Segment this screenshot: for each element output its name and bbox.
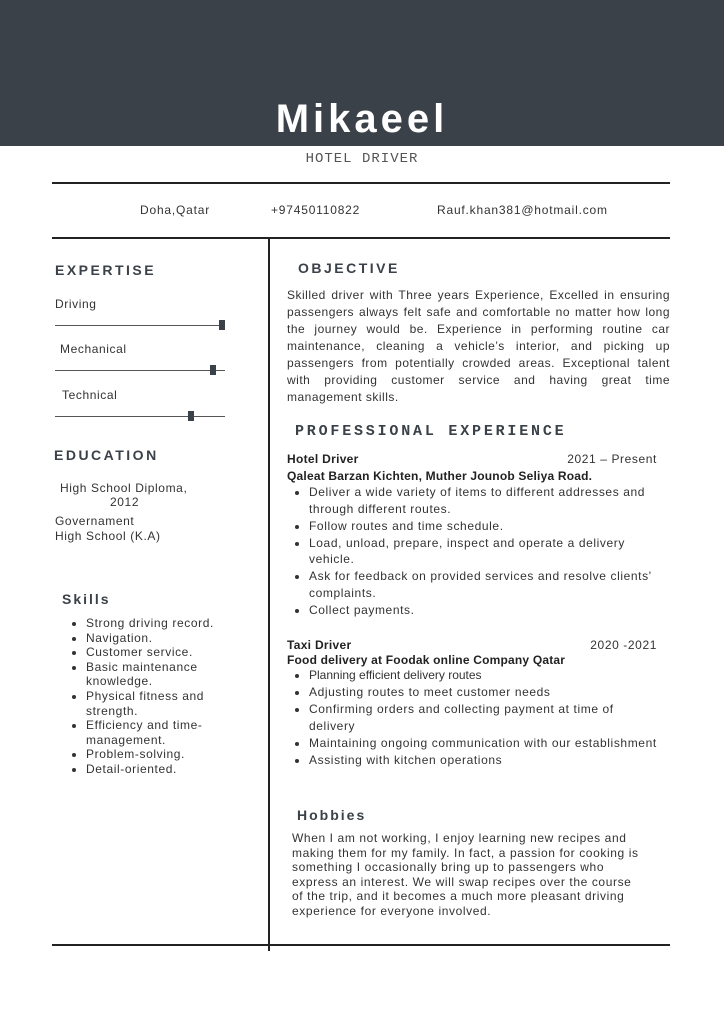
- contact-rule: [52, 237, 670, 239]
- job-duty: • Confirming orders and collecting payment at time of delivery: [309, 701, 662, 734]
- objective-text: Skilled driver with Three years Experience, Excelled in ensuring passengers always felt safe and comfortable no matter how long the journey would be. Experience in performing routine car maintenance, cleaning a vehicle’s interior, and picking up passengers from potentially crowded areas. Exceptional talent with providing customer service and having great time management skills.: [287, 288, 670, 404]
- job-duty: • Adjusting routes to meet customer needs: [309, 684, 662, 701]
- expertise-label-driving: Driving: [55, 297, 97, 311]
- education-school-line1: Governament: [55, 514, 135, 528]
- contact-email: Rauf.khan381@hotmail.com: [437, 203, 608, 217]
- skill-item: • Navigation.: [86, 631, 234, 646]
- job-duty: • Load, unload, prepare, inspect and operate a delivery vehicle.: [309, 535, 662, 568]
- education-year: 2012: [110, 495, 140, 509]
- skill-item: • Customer service.: [86, 645, 234, 660]
- hobbies-heading: Hobbies: [297, 807, 367, 823]
- skills-list: [64, 616, 234, 777]
- job-duty: • Maintaining ongoing communication with our establishment: [309, 735, 662, 752]
- hobbies-text: When I am not working, I enjoy learning new recipes and making them for my family. In fact, a passion for cooking is something I occasionally bring up to passengers who express an interest. We will swap recipes over the course of the trip, and it becomes a much more pleasant driving experience for everyone involved.: [292, 831, 639, 918]
- skills-heading: Skills: [62, 591, 111, 607]
- job-duty: • Assisting with kitchen operations: [309, 752, 662, 769]
- job-duty: • Ask for feedback on provided services and resolve clients' complaints.: [309, 568, 662, 601]
- skill-item: • Detail-oriented.: [86, 762, 234, 777]
- skill-item: • Problem-solving.: [86, 747, 234, 762]
- expertise-knob-mechanical: [210, 365, 216, 375]
- job-duties-2: [287, 667, 662, 769]
- expertise-heading: EXPERTISE: [55, 262, 157, 278]
- experience-heading: PROFESSIONAL EXPERIENCE: [295, 423, 567, 440]
- job-company-2: Food delivery at Foodak online Company Qatar: [287, 653, 566, 667]
- bottom-rule: [52, 944, 670, 946]
- job-duty: • Deliver a wide variety of items to different addresses and through different routes.: [309, 484, 662, 517]
- expertise-track-driving: [55, 325, 225, 326]
- education-degree: High School Diploma,: [60, 481, 188, 495]
- job-company-1: Qaleat Barzan Kichten, Muther Jounob Seliya Road.: [287, 469, 593, 483]
- skill-item: • Basic maintenance knowledge.: [86, 660, 234, 689]
- expertise-track-technical: [55, 416, 225, 417]
- top-rule: [52, 182, 670, 184]
- job-duty: • Collect payments.: [309, 602, 662, 619]
- expertise-knob-technical: [188, 411, 194, 421]
- job-duty: • Planning efficient delivery routes: [309, 667, 662, 684]
- job-title-2: Taxi Driver: [287, 638, 352, 652]
- candidate-name: Mikaeel: [275, 97, 449, 141]
- job-dates-2: 2020 -2021: [590, 638, 657, 652]
- expertise-label-mechanical: Mechanical: [60, 342, 127, 356]
- job-duties-1: [287, 484, 662, 619]
- job-duty: • Follow routes and time schedule.: [309, 518, 662, 535]
- contact-location: Doha,Qatar: [140, 203, 211, 217]
- education-school-line2: High School (K.A): [55, 529, 161, 543]
- education-heading: EDUCATION: [54, 447, 159, 463]
- expertise-track-mechanical: [55, 370, 225, 371]
- job-role: HOTEL DRIVER: [305, 151, 419, 167]
- contact-phone: +97450110822: [271, 203, 361, 217]
- job-dates-1: 2021 – Present: [567, 452, 657, 466]
- skill-item: • Strong driving record.: [86, 616, 234, 631]
- expertise-label-technical: Technical: [62, 388, 118, 402]
- skill-item: • Efficiency and time-management.: [86, 718, 234, 747]
- skill-item: • Physical fitness and strength.: [86, 689, 234, 718]
- column-divider: [268, 239, 270, 951]
- objective-heading: OBJECTIVE: [298, 260, 400, 276]
- job-title-1: Hotel Driver: [287, 452, 359, 466]
- expertise-knob-driving: [219, 320, 225, 330]
